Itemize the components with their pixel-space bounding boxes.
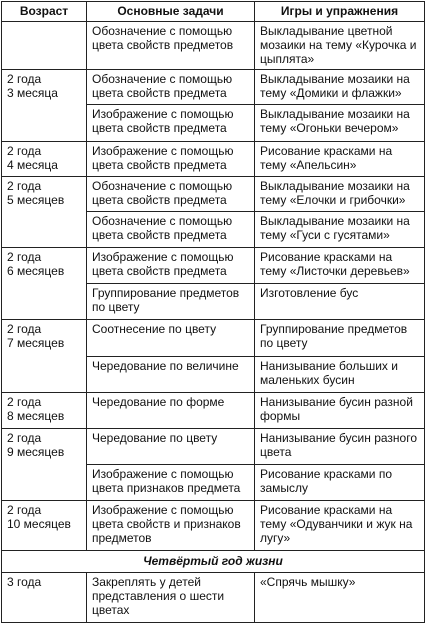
section-row <box>2 551 425 573</box>
game-cell: Выкладывание мозаики на тему «Огоньки вечером» <box>255 105 425 142</box>
table-row <box>2 393 425 429</box>
task-cell: Обозначение с помощью цвета свойств предмета <box>87 212 255 248</box>
table-row <box>2 501 425 551</box>
task-cell: Обозначение с помощью цвета свойств предмета <box>87 177 255 212</box>
table-row <box>2 142 425 177</box>
table-row <box>2 429 425 465</box>
game-cell: Нанизывание бусин разного цвета <box>255 429 425 465</box>
game-cell: Рисование красками на тему «Апельсин» <box>255 142 425 177</box>
header-row <box>2 2 425 22</box>
age-text: 2 года 3 месяца <box>7 72 58 100</box>
task-cell: Чередование по величине <box>87 357 255 393</box>
age-cell <box>2 393 87 429</box>
header-tasks: Основные задачи <box>87 2 255 22</box>
game-cell: Нанизывание больших и маленьких бусин <box>255 357 425 393</box>
table-row <box>2 320 425 357</box>
age-cell <box>2 501 87 551</box>
table-row <box>2 22 425 70</box>
age-text: 2 года 7 месяцев <box>7 322 65 350</box>
age-cell: 3 года <box>2 573 87 623</box>
age-cell <box>2 22 87 70</box>
game-cell: Рисование красками на тему «Одуванчики и жук на лугу» <box>255 501 425 551</box>
game-cell: Нанизывание бусин разной формы <box>255 393 425 429</box>
section-title: Четвёртый год жизни <box>2 551 425 573</box>
age-cell <box>2 429 87 501</box>
activities-table <box>1 1 425 623</box>
task-cell: Группирование предметов по цвету <box>87 284 255 320</box>
age-cell <box>2 248 87 320</box>
age-text: 2 года 4 месяца <box>7 144 58 172</box>
task-cell: Закреплять у детей представления о шести цветах <box>87 573 255 623</box>
game-cell: Группирование предметов по цвету <box>255 320 425 357</box>
age-text: 2 года 6 месяцев <box>7 250 65 278</box>
task-cell: Чередование по цвету <box>87 429 255 465</box>
age-text: 2 года 10 месяцев <box>7 503 71 531</box>
task-cell: Изображение с помощью цвета свойств предмета <box>87 248 255 284</box>
age-text: 2 года 5 месяцев <box>7 179 65 207</box>
task-cell: Изображение с помощью цвета признаков предмета <box>87 465 255 501</box>
age-text: 2 года 8 месяцев <box>7 395 65 423</box>
game-cell: Выкладывание мозаики на тему «Гуси с гусятами» <box>255 212 425 248</box>
task-cell: Изображение с помощью цвета свойств и признаков предметов <box>87 501 255 551</box>
age-cell <box>2 70 87 142</box>
task-cell: Изображение с помощью цвета свойств предмета <box>87 105 255 142</box>
game-cell: Выкладывание цветной мозаики на тему «Курочка и цыплята» <box>255 22 425 70</box>
task-cell: Изображение с помощью цвета свойств предмета <box>87 142 255 177</box>
header-games: Игры и упражнения <box>255 2 425 22</box>
task-cell: Обозначение с помощью цвета свойств предмета <box>87 70 255 105</box>
game-cell: Выкладывание мозаики на тему «Елочки и грибочки» <box>255 177 425 212</box>
age-cell <box>2 177 87 248</box>
game-cell: Изготовление бус <box>255 284 425 320</box>
table-row <box>2 248 425 284</box>
game-cell: Рисование красками на тему «Листочки деревьев» <box>255 248 425 284</box>
age-cell <box>2 142 87 177</box>
table-row <box>2 573 425 623</box>
table-row <box>2 70 425 105</box>
game-cell: «Спрячь мышку» <box>255 573 425 623</box>
task-cell: Соотнесение по цвету <box>87 320 255 357</box>
age-text: 2 года 9 месяцев <box>7 431 65 459</box>
game-cell: Выкладывание мозаики на тему «Домики и флажки» <box>255 70 425 105</box>
game-cell: Рисование красками по замыслу <box>255 465 425 501</box>
age-cell <box>2 320 87 393</box>
task-cell: Чередование по форме <box>87 393 255 429</box>
table-row <box>2 177 425 212</box>
task-cell: Обозначение с помощью цвета свойств предметов <box>87 22 255 70</box>
header-age: Возраст <box>2 2 87 22</box>
